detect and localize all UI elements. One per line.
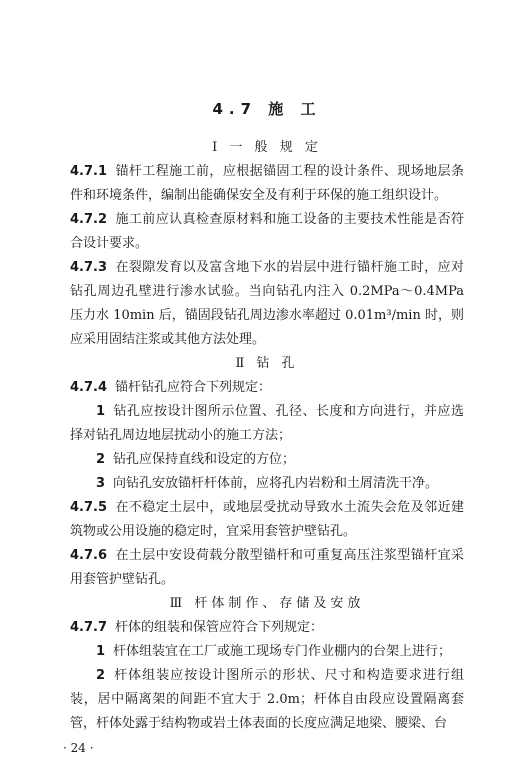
clause-number: 4.7.4 [70,380,108,395]
clause-text: 在不稳定土层中，或地层受扰动导致水土流失会危及邻近建筑物或公用设施的稳定时，宜采用套管护壁钻孔。 [70,500,464,539]
clause [70,496,464,544]
clause [70,544,464,592]
item-number: 1 [96,644,106,659]
page-number: · 24 · [63,741,94,755]
item-text: 杆体组装应按设计图所示的形状、尺寸和构造要求进行组装，居中隔离架的间距不宜大于 2.0m；杆体自由段应设置隔离套管，杆体处露于结构物或岩土体表面的长度应满足地梁、腰梁、台 [70,668,464,731]
clause-number: 4.7.6 [70,548,108,563]
clause [70,256,464,352]
list-item [70,640,464,664]
clause-text: 施工前应认真检查原材料和施工设备的主要技术性能是否符合设计要求。 [70,212,464,251]
clause [70,616,464,640]
subsection-title: Ⅰ 一 般 规 定 [212,140,322,155]
clause [70,160,464,208]
clause-number: 4.7.3 [70,260,108,275]
item-number: 2 [96,452,106,467]
clause-number: 4.7.7 [70,620,108,635]
item-number: 1 [96,404,106,419]
item-text: 钻孔应保持直线和设定的方位； [113,452,296,467]
clause [70,376,464,400]
clause-text: 锚杆工程施工前，应根据锚固工程的设计条件、现场地层条件和环境条件，编制出能确保安全及有利于环保的施工组织设计。 [70,164,464,203]
item-text: 杆体组装宜在工厂或施工现场专门作业棚内的台架上进行； [113,644,452,659]
list-item [70,448,464,472]
clause-text: 杆体的组装和保管应符合下列规定： [115,620,324,635]
item-number: 3 [96,476,106,491]
item-text: 向钻孔安放锚杆杆体前，应将孔内岩粉和土屑清洗干净。 [113,476,439,491]
clause-text: 在土层中安设荷载分散型锚杆和可重复高压注浆型锚杆宜采用套管护壁钻孔。 [70,548,464,587]
clause-number: 4.7.2 [70,212,108,227]
clause-number: 4.7.1 [70,164,108,179]
clause-text: 锚杆钻孔应符合下列规定： [115,380,272,395]
document-body [70,98,464,736]
subsection-title: Ⅲ 杆体制作、存储及安放 [169,596,365,611]
list-item [70,472,464,496]
clause [70,208,464,256]
list-item [70,664,464,736]
clause-text: 在裂隙发育以及富含地下水的岩层中进行锚杆施工时，应对钻孔周边孔壁进行渗水试验。当向钻孔内注入 0.2MPa～0.4MPa 压力水 10min 后，锚固段钻孔周边渗水率超过 0.01m³/min 时，则应采用固结注浆或其他方法处理。 [70,260,464,347]
item-text: 钻孔应按设计图所示位置、孔径、长度和方向进行，并应选择对钻孔周边地层扰动小的施工方法； [70,404,464,443]
item-number: 2 [96,668,106,683]
section-title: 4.7 施 工 [212,100,322,118]
list-item [70,400,464,448]
subsection-title: Ⅱ 钻 孔 [235,356,299,371]
clause-number: 4.7.5 [70,500,108,515]
